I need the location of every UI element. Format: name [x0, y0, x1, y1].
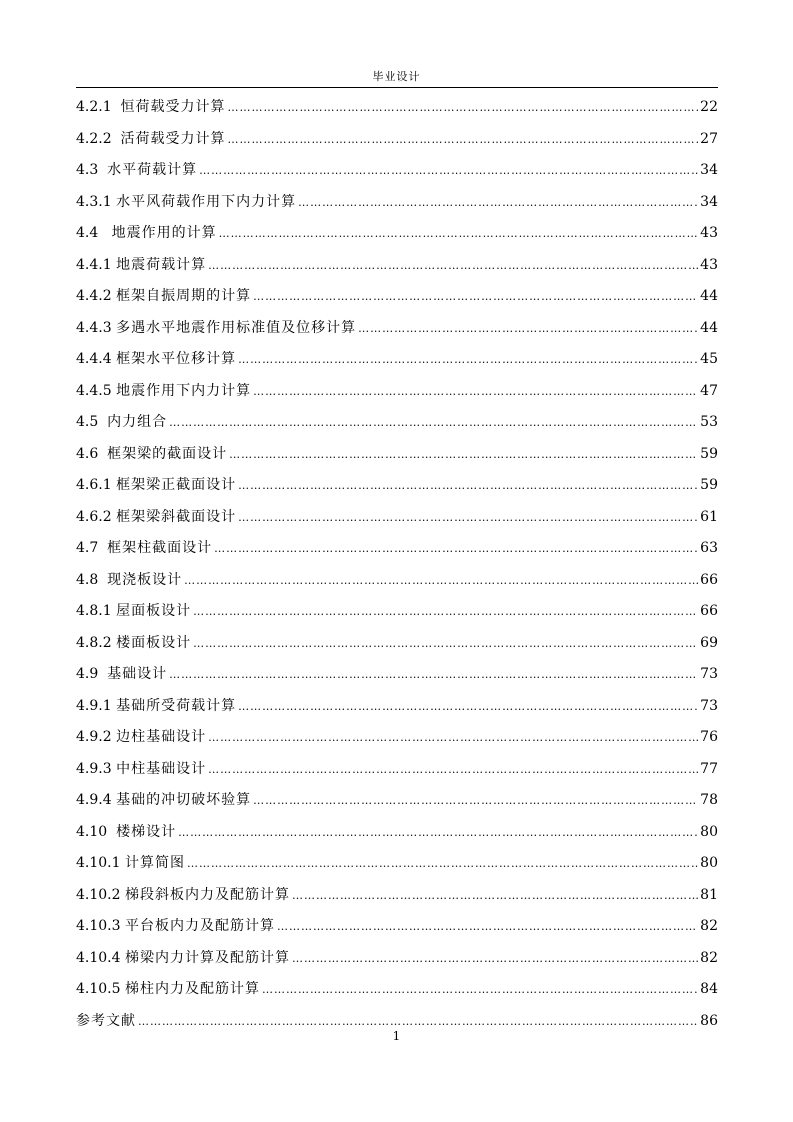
toc-entry[interactable] — [76, 628, 718, 660]
toc-dot-leader — [253, 785, 698, 817]
toc-entry[interactable] — [76, 911, 718, 943]
toc-entry-page: 59 — [700, 445, 718, 462]
toc-entry-title: 基础设计 — [107, 666, 168, 682]
toc-dot-leader — [199, 155, 698, 187]
toc-entry-page: 69 — [700, 634, 718, 651]
toc-entry-number: 4.8.1 — [76, 603, 112, 619]
toc-entry-title: 多遇水平地震作用标准值及位移计算 — [116, 319, 357, 336]
toc-dot-leader — [253, 376, 698, 408]
toc-entry-page: 66 — [700, 603, 718, 619]
toc-entry-page: 59 — [700, 477, 718, 493]
toc-entry-title: 楼梯设计 — [116, 823, 177, 840]
toc-entry[interactable] — [76, 281, 718, 313]
toc-entry-number: 4.5 — [76, 414, 99, 430]
toc-entry-page: 86 — [700, 1012, 718, 1029]
toc-dot-leader — [169, 407, 698, 439]
toc-entry-number: 4.10.5 — [76, 981, 121, 997]
toc-entry-number: 4.4.4 — [76, 351, 112, 367]
toc-entry-gap — [98, 155, 107, 187]
toc-entry-page: 73 — [700, 666, 718, 682]
toc-entry-title: 框架柱截面设计 — [107, 540, 213, 556]
toc-entry-page: 53 — [700, 414, 718, 430]
toc-dot-leader — [228, 92, 699, 124]
page-number: 1 — [392, 1029, 401, 1043]
toc-entry-title: 地震作用下内力计算 — [116, 382, 252, 399]
toc-entry-number: 4.2.1 — [76, 99, 112, 115]
toc-entry-page: 43 — [700, 225, 718, 241]
toc-entry-page: 44 — [700, 319, 718, 336]
toc-entry-page: 43 — [700, 256, 718, 273]
toc-entry[interactable] — [76, 785, 718, 817]
toc-entry-title: 现浇板设计 — [107, 571, 183, 588]
toc-entry-number: 4.10.2 — [76, 886, 121, 903]
toc-entry[interactable] — [76, 470, 718, 502]
toc-entry-page: 34 — [700, 162, 718, 178]
toc-entry-title: 框架自振周期的计算 — [116, 288, 252, 304]
toc-entry-page: 66 — [700, 571, 718, 588]
toc-entry[interactable] — [76, 533, 718, 565]
toc-entry-number: 4.2.2 — [76, 130, 112, 147]
toc-entry-title: 中柱基础设计 — [116, 760, 207, 777]
toc-entry-page: 77 — [700, 760, 718, 777]
toc-entry-page: 82 — [700, 949, 718, 966]
toc-dot-leader — [238, 344, 698, 376]
toc-dot-leader — [228, 124, 699, 156]
toc-entry-number: 4.6 — [76, 445, 99, 462]
toc-entry[interactable] — [76, 502, 718, 534]
toc-entry-title: 楼面板设计 — [116, 634, 192, 651]
toc-entry-gap — [112, 92, 121, 124]
toc-entry-title: 基础所受荷载计算 — [116, 697, 237, 714]
toc-dot-leader — [184, 565, 698, 597]
toc-entry[interactable] — [76, 439, 718, 471]
toc-dot-leader — [253, 281, 698, 313]
toc-entry[interactable] — [76, 155, 718, 187]
toc-entry-page: 47 — [700, 382, 718, 399]
toc-dot-leader — [292, 880, 698, 912]
page-header-title: 毕业设计 — [372, 70, 421, 83]
toc-dot-leader — [169, 659, 698, 691]
toc-entry-page: 80 — [700, 823, 718, 840]
toc-dot-leader — [298, 187, 698, 219]
toc-entry-gap — [112, 124, 121, 156]
toc-entry-number: 4.10.1 — [76, 855, 121, 871]
toc-entry-gap — [98, 565, 107, 597]
toc-entry[interactable] — [76, 722, 718, 754]
toc-entry-page: 61 — [700, 508, 718, 525]
toc-entry-title: 平台板内力及配筋计算 — [124, 918, 275, 934]
toc-entry-title: 屋面板设计 — [116, 603, 192, 619]
toc-entry-title: 框架梁的截面设计 — [107, 445, 228, 462]
toc-entry[interactable] — [76, 565, 718, 597]
toc-entry[interactable] — [76, 218, 718, 250]
toc-entry-page: 27 — [700, 130, 718, 147]
toc-entry-page: 45 — [700, 351, 718, 367]
toc-entry-title: 梯段斜板内力及配筋计算 — [124, 886, 290, 903]
toc-entry[interactable] — [76, 754, 718, 786]
toc-entry-title: 边柱基础设计 — [116, 729, 207, 745]
toc-entry[interactable] — [76, 344, 718, 376]
toc-entry-page: 78 — [700, 792, 718, 808]
toc-entry-gap — [98, 407, 107, 439]
toc-dot-leader — [262, 974, 698, 1006]
toc-entry-title: 计算简图 — [124, 855, 185, 871]
toc-entry-page: 34 — [700, 193, 718, 210]
toc-entry-page: 80 — [700, 855, 718, 871]
toc-entry[interactable] — [76, 187, 718, 219]
toc-entry-page: 63 — [700, 540, 718, 556]
toc-dot-leader — [187, 848, 698, 880]
toc-entry-number: 4.9 — [76, 666, 99, 682]
toc-entry-title: 框架水平位移计算 — [116, 351, 237, 367]
toc-dot-leader — [238, 691, 698, 723]
toc-entry[interactable] — [76, 817, 718, 849]
toc-entry-title: 恒荷载受力计算 — [120, 99, 226, 115]
toc-entry[interactable] — [76, 250, 718, 282]
toc-entry-number: 4.3 — [76, 162, 99, 178]
toc-entry-number: 4.6.1 — [76, 477, 112, 493]
toc-entry-number: 4.4 — [76, 225, 99, 241]
toc-dot-leader — [358, 313, 698, 345]
toc-entry-title: 内力组合 — [107, 414, 168, 430]
toc-dot-leader — [193, 628, 698, 660]
toc-entry-title: 地震荷载计算 — [116, 256, 207, 273]
toc-entry-page: 81 — [700, 886, 718, 903]
toc-entry-number: 4.4.2 — [76, 288, 112, 304]
toc-entry-number: 4.9.1 — [76, 697, 112, 714]
toc-entry-title: 水平风荷载作用下内力计算 — [116, 193, 297, 210]
toc-entry-page: 82 — [700, 918, 718, 934]
table-of-contents — [76, 92, 718, 1037]
toc-entry-number: 4.9.4 — [76, 792, 112, 808]
toc-entry[interactable] — [76, 92, 718, 124]
toc-entry-number: 4.3.1 — [76, 193, 112, 210]
toc-entry-number: 4.7 — [76, 540, 99, 556]
toc-entry-title: 框架梁正截面设计 — [116, 477, 237, 493]
toc-dot-leader — [208, 722, 698, 754]
toc-entry-number: 4.9.2 — [76, 729, 112, 745]
toc-entry-title: 活荷载受力计算 — [120, 130, 226, 147]
toc-entry[interactable] — [76, 313, 718, 345]
toc-entry[interactable] — [76, 407, 718, 439]
toc-entry[interactable] — [76, 974, 718, 1006]
toc-dot-leader — [208, 250, 698, 282]
toc-entry-gap — [98, 533, 107, 565]
toc-entry-gap — [98, 439, 107, 471]
toc-entry-title: 基础的冲切破坏验算 — [116, 792, 252, 808]
toc-dot-leader — [214, 533, 698, 565]
header-divider — [76, 87, 718, 88]
toc-entry-page: 84 — [700, 981, 718, 997]
toc-entry-title: 水平荷载计算 — [107, 162, 198, 178]
toc-entry-gap — [98, 659, 107, 691]
toc-entry-number: 4.4.1 — [76, 256, 112, 273]
toc-entry[interactable] — [76, 596, 718, 628]
toc-entry-page: 73 — [700, 697, 718, 714]
toc-dot-leader — [208, 754, 698, 786]
toc-entry-number: 4.4.3 — [76, 319, 112, 336]
toc-entry-gap — [98, 218, 111, 250]
toc-entry[interactable] — [76, 124, 718, 156]
toc-entry-title: 参考文献 — [76, 1012, 136, 1029]
toc-entry-title: 梯梁内力计算及配筋计算 — [124, 949, 290, 966]
toc-entry-title: 地震作用的计算 — [111, 225, 217, 241]
toc-entry-number: 4.10.4 — [76, 949, 121, 966]
toc-entry-number: 4.8 — [76, 571, 99, 588]
toc-entry-page: 22 — [700, 99, 718, 115]
toc-entry-title: 梯柱内力及配筋计算 — [124, 981, 260, 997]
toc-entry[interactable] — [76, 943, 718, 975]
toc-dot-leader — [238, 470, 698, 502]
toc-entry-number: 4.4.5 — [76, 382, 112, 399]
toc-entry-number: 4.10.3 — [76, 918, 121, 934]
toc-dot-leader — [238, 502, 698, 534]
toc-entry-page: 44 — [700, 288, 718, 304]
toc-entry[interactable] — [76, 848, 718, 880]
toc-entry-number: 4.9.3 — [76, 760, 112, 777]
toc-entry-number: 4.6.2 — [76, 508, 112, 525]
toc-dot-leader — [229, 439, 698, 471]
toc-entry-number: 4.8.2 — [76, 634, 112, 651]
toc-entry-title: 框架梁斜截面设计 — [116, 508, 237, 525]
toc-dot-leader — [178, 817, 698, 849]
toc-entry[interactable] — [76, 659, 718, 691]
toc-entry-page: 76 — [700, 729, 718, 745]
toc-dot-leader — [219, 218, 699, 250]
toc-entry[interactable] — [76, 691, 718, 723]
toc-entry-number: 4.10 — [76, 823, 108, 840]
toc-dot-leader — [193, 596, 698, 628]
toc-entry[interactable] — [76, 376, 718, 408]
toc-entry[interactable] — [76, 880, 718, 912]
toc-dot-leader — [292, 943, 698, 975]
toc-dot-leader — [277, 911, 698, 943]
toc-entry-gap — [107, 817, 116, 849]
